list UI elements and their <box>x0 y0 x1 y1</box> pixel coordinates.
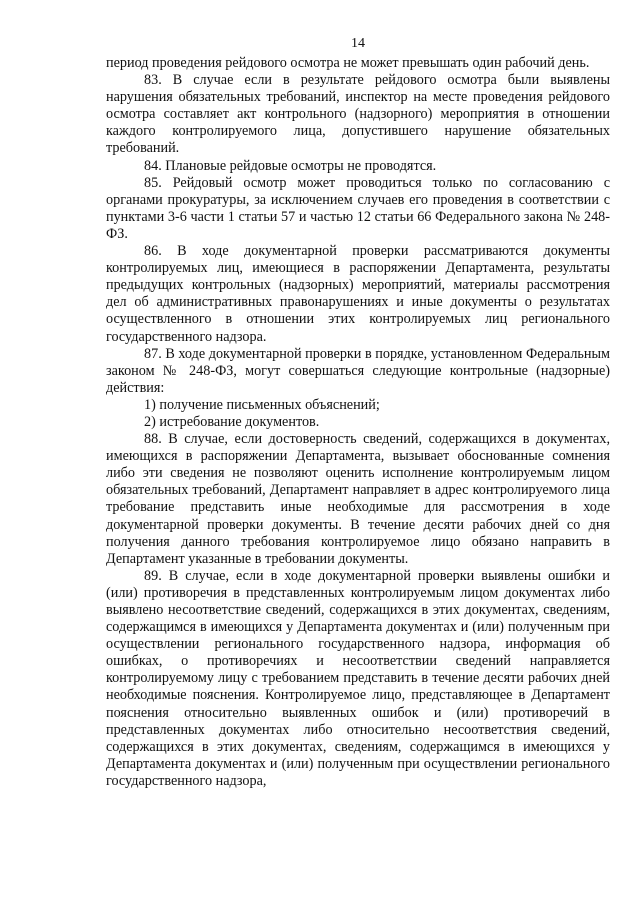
paragraph-84: 84. Плановые рейдовые осмотры не проводятся. <box>144 157 437 174</box>
list-item-2: 2) истребование документов. <box>144 413 320 430</box>
paragraph-85: 85. Рейдовый осмотр может проводиться только по согласованию с органами прокуратуры, за исключением случаев его проведения в соответствии с пунктами 3-6 части 1 статьи 57 и частью 12 статьи 66 Федерального закона № 248-ФЗ. <box>106 174 610 242</box>
paragraph-89: 89. В случае, если в ходе документарной проверки выявлены ошибки и (или) противоречия в представленных контролируемым лицом документах либо выявлено несоответствие сведений, содержащихся в этих документах, сведениям, содержащимся в имеющихся у Департамента документах и (или) полученным при осуществлении регионального государственного надзора, информация об ошибках, о противоречиях и несоответствии сведений направляется контролируемому лицу с требованием представить в течение десяти рабочих дней необходимые пояснения. Контролируемое лицо, представляющее в Департамент пояснения относительно выявленных ошибок и (или) противоречий в представленных документах либо относительно несоответствия сведений, содержащихся в этих документах, сведениям, содержащимся в имеющихся у Департамента документах и (или) полученным при осуществлении регионального государственного надзора, <box>106 567 610 789</box>
page-number: 14 <box>351 36 365 51</box>
paragraph-continuation: период проведения рейдового осмотра не может превышать один рабочий день. <box>106 55 590 71</box>
document-page <box>106 34 610 790</box>
paragraph-83: 83. В случае если в результате рейдового осмотра были выявлены нарушения обязательных требований, инспектор на месте проведения рейдового осмотра составляет акт контрольного (надзорного) мероприятия в отношении каждого контролируемого лица, допустившего нарушение обязательных требований. <box>106 72 610 157</box>
paragraph-88: 88. В случае, если достоверность сведений, содержащихся в документах, имеющихся в распоряжении Департамента, вызывает обоснованные сомнения либо эти сведения не позволяют оценить исполнение контролируемым лицом обязательных требований, Департамент направляет в адрес контролируемого лица требование представить иные необходимые для рассмотрения в ходе документарной проверки документы. В течение десяти рабочих дней со дня получения данного требования контролируемое лицо обязано направить в Департамент указанные в требовании документы. <box>106 431 610 567</box>
paragraph-86: 86. В ходе документарной проверки рассматриваются документы контролируемых лиц, имеющиеся в распоряжении Департамента, результаты предыдущих контрольных (надзорных) мероприятий, материалы рассмотрения дел об административных правонарушениях и иные документы о результатах осуществленного в отношении этих контролируемых лиц регионального государственного надзора. <box>106 243 610 345</box>
list-item-1: 1) получение письменных объяснений; <box>144 396 380 413</box>
paragraph-87: 87. В ходе документарной проверки в порядке, установленном Федеральным законом № 248-ФЗ, могут совершаться следующие контрольные (надзорные) действия: <box>106 345 610 396</box>
